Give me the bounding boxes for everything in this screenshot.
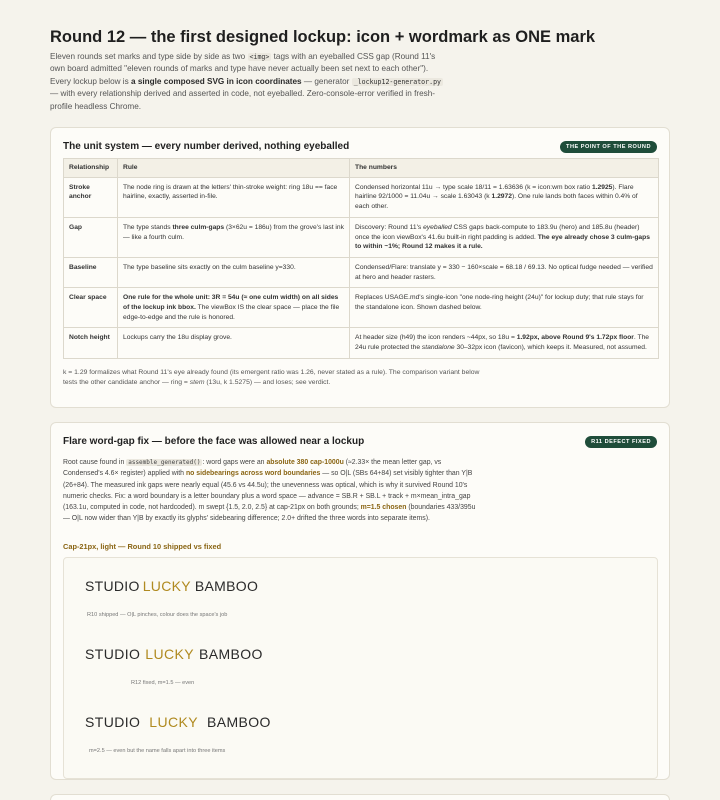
column-header: Rule [118,159,350,178]
table-row [64,288,659,328]
relationship-cell: Notch height [64,328,118,358]
relationship-cell: Gap [64,217,118,257]
rule-cell: One rule for the whole unit: 3R = 54u (≈ one culm width) on all sides of the lockup ink bbox. The viewBox IS the clear space — place the file edge-to-edge and the rule is honored. [118,288,350,328]
column-header: The numbers [350,159,659,178]
wordmark-m25: STUDIO LUCKY BAMBOO [85,714,271,730]
specimen-caption: R10 shipped — O|L pinches, colour does the space's job [87,612,228,618]
inline-code: <img> [249,53,270,61]
flare-card [50,422,670,780]
numbers-cell: Discovery: Round 11's eyeballed CSS gaps back-compute to 183.9u (hero) and 185.8u (header) once the icon viewBox's 41.6u built-in right padding is added. The eye already chose 3 culm-gaps to within ~1%; Round 12 makes it a rule. [350,217,659,257]
wordmark-r12: STUDIO LUCKY BAMBOO [85,646,263,662]
status-badge: THE POINT OF THE ROUND [560,141,657,153]
wordmark-r10: STUDIO LUCKY BAMBOO [85,578,259,594]
relationship-cell: Clear space [64,288,118,328]
numbers-cell: At header size (h49) the icon renders ~44px, so 18u = 1.92px, above Round 9's 1.72px floor. The 24u rule protected the standalone 30–32px icon (favicon), which keeps it. Measured, not assumed. [350,328,659,358]
rule-cell: Lockups carry the 18u display grove. [118,328,350,358]
card-title: Flare word-gap fix — before the face was allowed near a lockup [63,436,365,447]
card-title: The unit system — every number derived, nothing eyeballed [63,141,350,152]
specimen-box [63,557,658,779]
rule-cell: The type stands three culm-gaps (3×62u = 186u) from the grove's last ink — like a fourth culm. [118,217,350,257]
inline-code: _lockup12-generator.py [353,77,442,86]
column-header: Relationship [64,159,118,178]
unit-table [63,158,659,359]
numbers-cell: Replaces USAGE.md's single-icon "one node-ring height (24u)" for lockup duty; that rule stays for the standalone icon. Shown dashed below. [350,288,659,328]
inline-code: assemble_generated() [128,459,201,466]
numbers-cell: Condensed horizontal 11u → type scale 18/11 = 1.63636 (k = icon:wm box ratio 1.2925). Flare hairline 92/1000 = 11.04u → scale 1.63043 (k 1.2972). One rule lands both faces within 0.4% of each other. [350,177,659,217]
next-card [50,794,670,800]
specimen-caption: m=2.5 — even but the name falls apart into three items [89,748,226,754]
k-note: k = 1.29 formalizes what Round 11's eye already found (its emergent ratio was 1.26, never stated as a rule). The comparison variant below tests the other candidate anchor — ring = stem (13u, k 1.5275) — and loses; see verdict. [63,369,480,386]
table-header-row [64,159,659,178]
page-title: Round 12 — the first designed lockup: icon + wordmark as ONE mark [50,28,596,46]
relationship-cell: Stroke anchor [64,177,118,217]
table-row [64,217,659,257]
specimen-label: Cap-21px, light — Round 10 shipped vs fixed [63,542,222,551]
flare-description: Root cause found in assemble_generated() : word gaps were an absolute 380 cap-1000u (≈2.33× the mean letter gap, vs Condensed's 4.6× register) applied with no sidebearings across word boundaries — so O|L (SBs 64+84) set visibly tighter than Y|B (26+84). The measured ink gaps were nearly equal (45.6 vs 44.5u); the unevenness was optical, which is why it survived Round 10's numeric checks. Fix: a word boundary is a letter boundary plus a word space — advance = SB.R + SB.L + track + m×mean_intra_gap (163.1u, computed in code, not hardcoded). m swept {1.5, 2.0, 2.5} at cap-21px on both grounds; m=1.5 chosen (boundaries 433/395u — O|L now wider than Y|B by exactly its glyphs' sidebearing difference; 2.0+ drifted the three words into separate items). [63,459,476,523]
numbers-cell: Condensed/Flare: translate y = 330 − 160×scale = 68.18 / 69.13. No optical fudge needed — verified at hero and header rasters. [350,257,659,287]
table-row [64,257,659,287]
specimen-caption: R12 fixed, m=1.5 — even [131,680,195,686]
status-badge: R11 DEFECT FIXED [585,436,657,448]
table-row [64,177,659,217]
rule-cell: The node ring is drawn at the letters' thin-stroke weight: ring 18u == face hairline, exactly, asserted in-file. [118,177,350,217]
intro-paragraph: Eleven rounds set marks and type side by side as two <img> tags with an eyeballed CSS gap (Round 11's own board admitted "eleven rounds of marks and type have never actually been set next to each other"). Every lockup below is a single composed SVG in icon coordinates — generator _lockup12-generator.py — with every relationship derived and asserted in code, not eyeballed. Zero-console-error verified in fresh-profile headless Chrome. [50,52,442,111]
rule-cell: The type baseline sits exactly on the culm baseline y=330. [118,257,350,287]
relationship-cell: Baseline [64,257,118,287]
table-row [64,328,659,358]
unit-system-card [50,127,670,408]
